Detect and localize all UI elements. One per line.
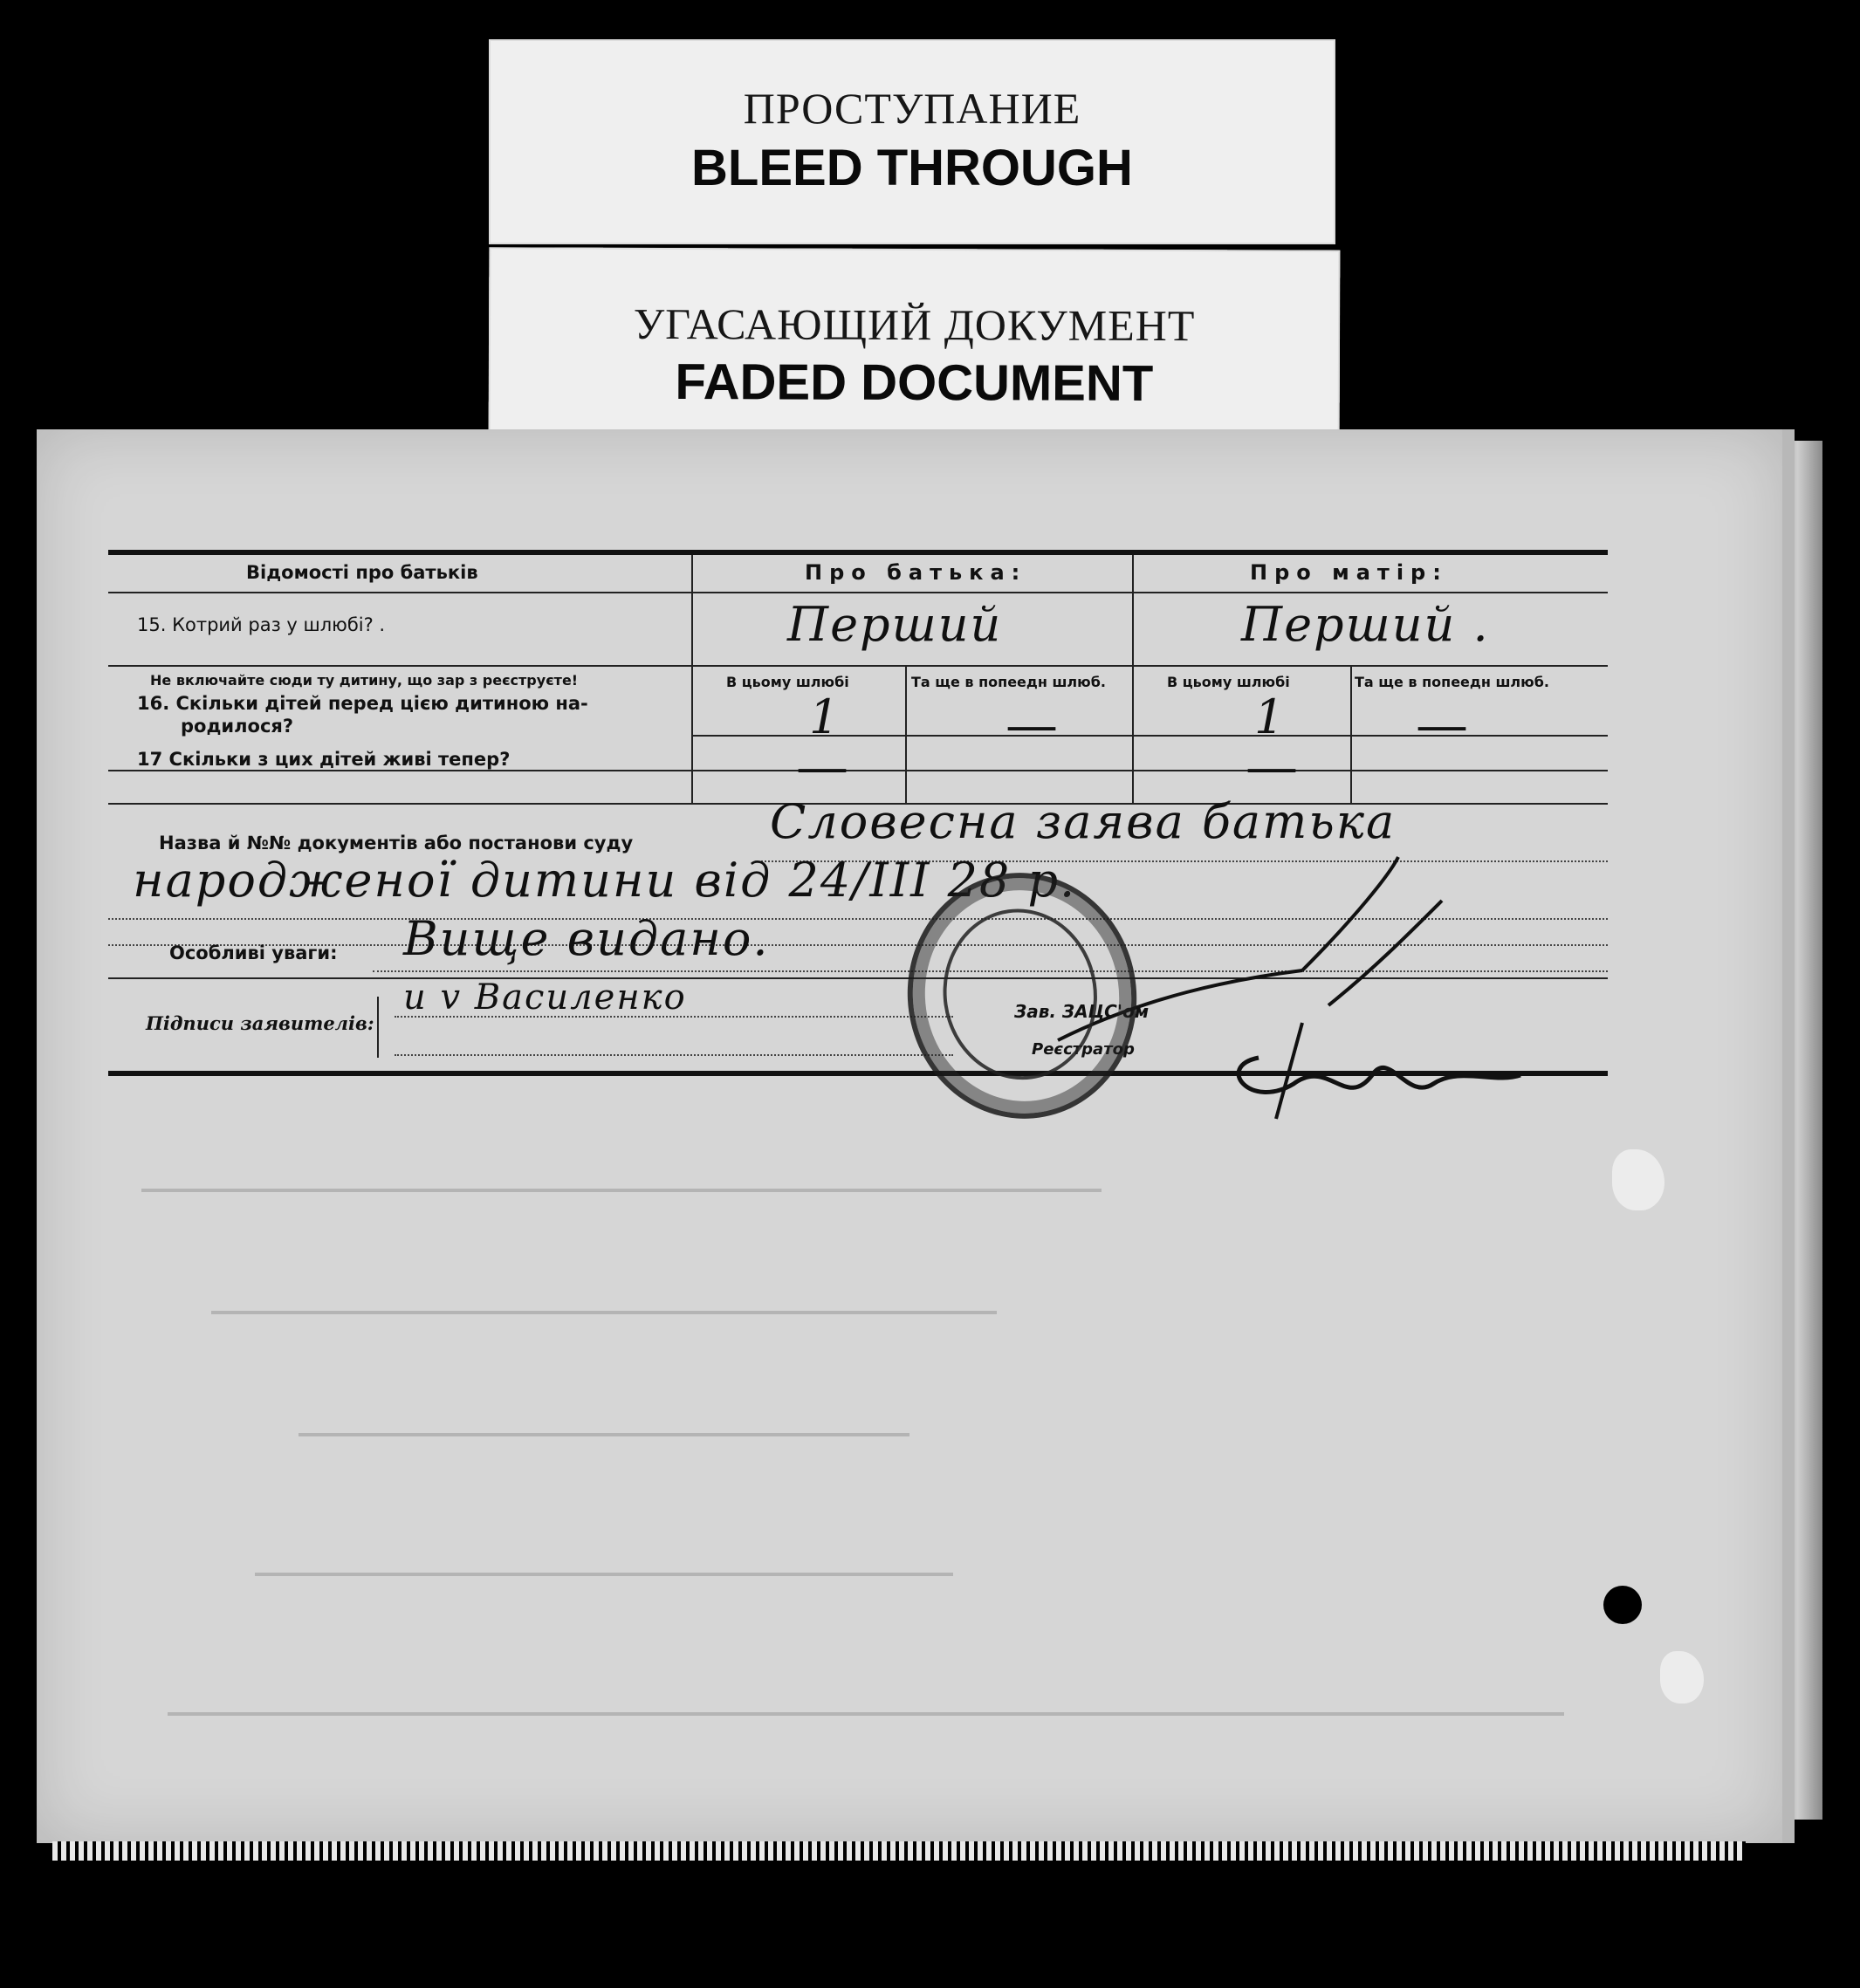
notice-ru-text: ПРОСТУПАНИЕ bbox=[743, 84, 1081, 133]
paper-tear bbox=[1660, 1651, 1704, 1704]
registrar-sub-label: Реєстратор bbox=[1032, 1040, 1135, 1059]
mother-prev-marriage-col: Та ще в попеедн шлюб. bbox=[1355, 674, 1549, 690]
bleed-mark bbox=[141, 1189, 1102, 1192]
father-alive: — bbox=[796, 737, 850, 798]
table-subcol-divider bbox=[905, 665, 907, 803]
mother-marriage-handwriting: Перший . bbox=[1241, 597, 1490, 652]
mother-children-prev: — bbox=[1416, 695, 1470, 756]
documents-handwriting-2: народженої дитини від 24/III 28 р. bbox=[133, 853, 1077, 908]
paper-hole bbox=[1603, 1586, 1642, 1624]
mother-children-this: 1 bbox=[1254, 689, 1287, 744]
bleed-mark bbox=[255, 1573, 953, 1576]
signature-bracket bbox=[377, 997, 379, 1058]
table-row-rule bbox=[108, 665, 1608, 667]
table-header-rule bbox=[108, 592, 1608, 593]
q16-note: Не включайте сюди ту дитину, що зар з реєструєте! bbox=[150, 672, 579, 689]
bleed-mark bbox=[211, 1311, 997, 1314]
bleed-through-notice bbox=[489, 39, 1335, 244]
table-col-divider bbox=[691, 555, 693, 803]
q15-label: 15. Котрий раз у шлюбі? . bbox=[137, 614, 386, 635]
q16-label-line1: 16. Скільки дітей перед цією дитиною на- bbox=[137, 693, 588, 714]
table-subcol-divider bbox=[1350, 665, 1352, 803]
table-row-rule bbox=[108, 770, 1608, 771]
father-marriage-handwriting: Перший bbox=[787, 597, 1003, 652]
bleed-mark bbox=[168, 1712, 1564, 1716]
q17-label: 17 Скільки з цих дітей живі тепер? bbox=[137, 749, 511, 770]
document-sheet bbox=[37, 429, 1795, 1843]
parents-info-header: Відомості про батьків bbox=[246, 562, 478, 583]
table-bottom-rule bbox=[108, 1071, 1608, 1076]
table-top-rule bbox=[108, 550, 1608, 555]
remarks-label: Особливі уваги: bbox=[169, 943, 338, 963]
bleed-mark bbox=[299, 1433, 909, 1436]
remarks-handwriting: Вище видано. bbox=[403, 911, 770, 966]
notice-ru-text: УГАСАЮЩИЙ ДОКУМЕНТ bbox=[633, 298, 1196, 351]
father-children-prev: — bbox=[1005, 695, 1060, 756]
about-mother-header: Про матір: bbox=[1250, 560, 1448, 585]
faded-document-notice bbox=[489, 247, 1341, 437]
father-prev-marriage-col: Та ще в попеедн шлюб. bbox=[911, 674, 1106, 690]
mother-alive: — bbox=[1246, 737, 1300, 798]
registrar-head-label: Зав. ЗАЦС'ом bbox=[1014, 1001, 1150, 1022]
perforated-edge bbox=[52, 1841, 1746, 1861]
stamp-inner-ring bbox=[932, 899, 1108, 1090]
applicant-signature: и v Василенко bbox=[403, 977, 687, 1018]
documents-handwriting-1: Словесна заява батька bbox=[770, 794, 1397, 849]
notice-en-text: BLEED THROUGH bbox=[691, 140, 1133, 196]
about-father-header: Про батька: bbox=[805, 560, 1027, 585]
father-this-marriage-col: В цьому шлюбі bbox=[726, 674, 849, 690]
q16-label-line2: родилося? bbox=[181, 716, 294, 737]
documents-label: Назва й №№ документів або постанови суду bbox=[159, 833, 634, 853]
signatures-label: Підписи заявителів: bbox=[146, 1012, 374, 1034]
father-children-this: 1 bbox=[809, 689, 841, 744]
notice-en-text: FADED DOCUMENT bbox=[675, 353, 1154, 412]
table-col-divider bbox=[1132, 555, 1134, 803]
signature-line bbox=[395, 1054, 953, 1056]
paper-tear bbox=[1612, 1149, 1664, 1210]
mother-this-marriage-col: В цьому шлюбі bbox=[1167, 674, 1290, 690]
